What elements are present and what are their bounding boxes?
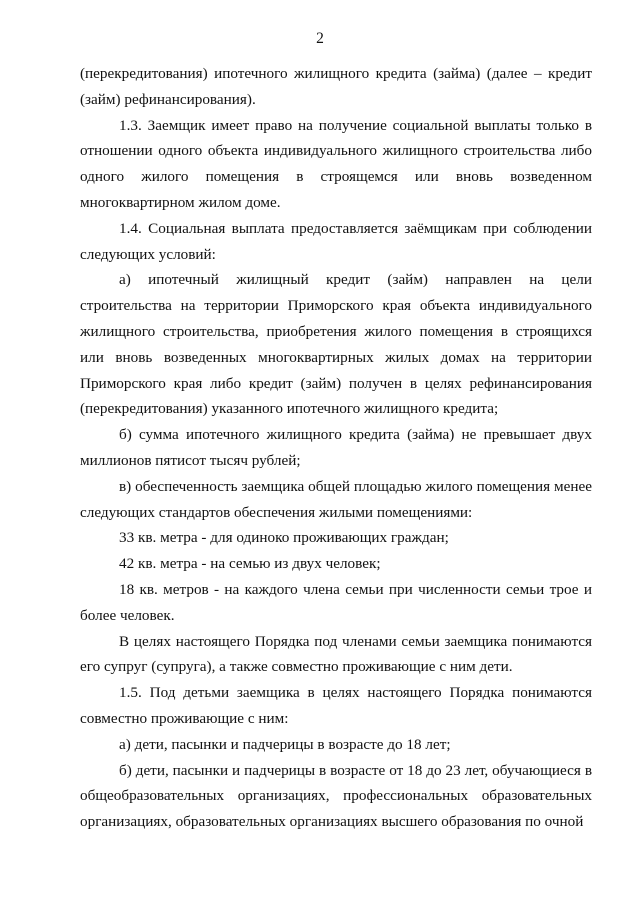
paragraph-1-5: 1.5. Под детьми заемщика в целях настоящего Порядка понимаются совместно проживающие с ним:: [80, 684, 592, 727]
paragraph-1-4-v: в) обеспеченность заемщика общей площадью жилого помещения менее следующих стандартов обеспечения жилыми помещениями:: [80, 477, 592, 521]
page-number: 2: [316, 30, 324, 47]
document-body: [80, 61, 592, 835]
paragraph-1-5-b: б) дети, пасынки и падчерицы в возрасте от 18 до 23 лет, обучающиеся в общеобразовательных организациях, профессиональных образовательных организациях, образовательных организациях высшего образования по очной: [80, 761, 592, 831]
standard-two-persons: 42 кв. метра - на семью из двух человек;: [119, 555, 381, 573]
paragraph-1-4-b: б) сумма ипотечного жилищного кредита (займа) не превышает двух миллионов пятисот тысяч рублей;: [80, 426, 592, 469]
paragraph-1-3: 1.3. Заемщик имеет право на получение социальной выплаты только в отношении одного объекта индивидуального жилищного строительства либо одного жилого помещения в строящемся или вновь возведенном многоквартирном жилом доме.: [80, 116, 592, 211]
paragraph-continuation: (перекредитования) ипотечного жилищного кредита (займа) (далее – кредит (займ) рефинансирования).: [80, 65, 592, 108]
paragraph-1-4: 1.4. Социальная выплата предоставляется заёмщикам при соблюдении следующих условий:: [80, 219, 592, 263]
paragraph-1-5-a: а) дети, пасынки и падчерицы в возрасте до 18 лет;: [119, 735, 451, 753]
paragraph-family-members: В целях настоящего Порядка под членами семьи заемщика понимаются его супруг (супруга), а также совместно проживающие с ним дети.: [80, 632, 592, 676]
standard-three-plus: 18 кв. метров - на каждого члена семьи при численности семьи трое и более человек.: [80, 580, 592, 624]
paragraph-1-4-a: а) ипотечный жилищный кредит (займ) направлен на цели строительства на территории Приморского края объекта индивидуального жилищного строительства, приобретения жилого помещения в строящихся или вновь возведенных многоквартирных жилых домах на территории Приморского края либо кредит (займ) получен в целях рефинансирования (перекредитования) указанного ипотечного жилищного кредита;: [80, 271, 592, 418]
standard-single: 33 кв. метра - для одиноко проживающих граждан;: [119, 529, 449, 547]
